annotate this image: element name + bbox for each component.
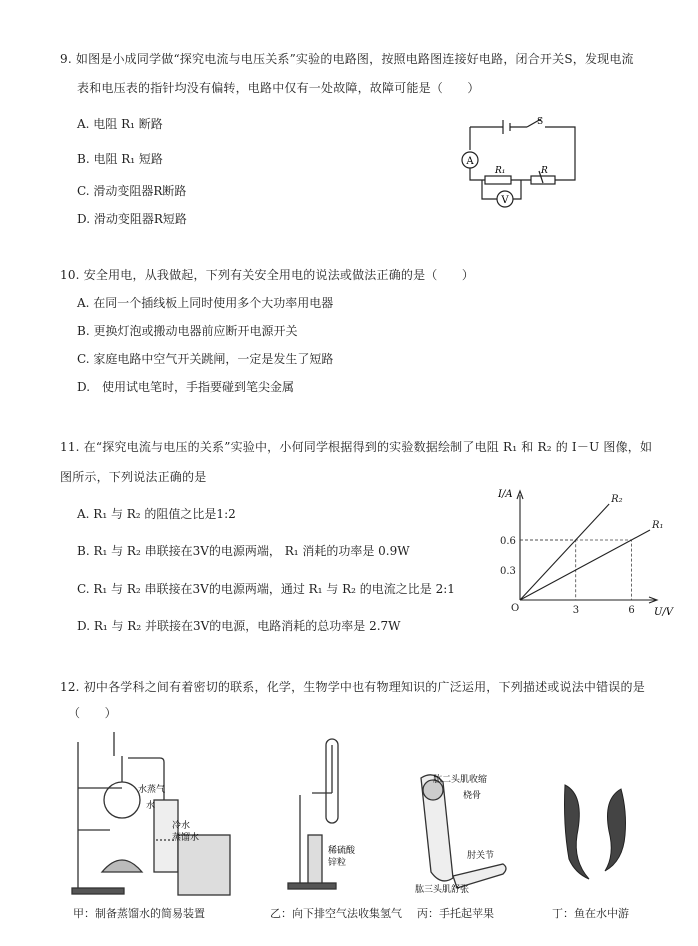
q11-option-c: C. R₁ 与 R₂ 串联接在3V的电源两端，通过 R₁ 与 R₂ 的电流之比是 2:1 [77,582,455,596]
q9-option-d: D. 滑动变阻器R短路 [77,212,187,226]
q10-option-c: C. 家庭电路中空气开关跳闸，一定是发生了短路 [77,352,334,366]
fish-left [565,785,590,879]
q12-paren: （ ） [68,706,117,720]
arm-figure [413,768,523,898]
series-label-1: R₂ [611,494,623,505]
caption-bing: 丙：手托起苹果 [417,907,494,920]
q10-option-b: B. 更换灯泡或搬动电器前应断开电源开关 [77,324,298,338]
reaction-tube [308,835,322,885]
label-triceps: 肱三头肌舒张 [415,885,470,895]
caption-yi: 乙：向下排空气法收集氢气 [270,907,402,920]
r-label: R [541,166,548,176]
label-distilled: 蒸馏水 [172,833,200,843]
caption-ding: 丁：鱼在水中游 [552,907,629,920]
y-axis-label: I/A [498,489,513,500]
label-acid: 稀硫酸 [328,846,356,856]
q11-option-d: D. R₁ 与 R₂ 并联接在3V的电源，电路消耗的总功率是 2.7W [77,619,401,633]
q10-stem: 10. 安全用电，从我做起，下列有关安全用电的说法或做法正确的是（ ） [60,268,475,282]
ammeter-label: A [466,156,474,167]
q11-stem-line2: 图所示，下列说法正确的是 [60,470,207,484]
lamp [102,860,142,872]
origin-label: O [511,603,520,614]
q9-option-c: C. 滑动变阻器R断路 [77,184,187,198]
caption-jia: 甲：制备蒸馏水的简易装置 [73,907,205,920]
label-elbow: 肘关节 [467,851,495,861]
fish-right [605,789,626,871]
q10-option-d: D. 使用试电笔时，手指要碰到笔尖金属 [77,380,295,394]
q11-option-b: B. R₁ 与 R₂ 串联接在3V的电源两端， R₁ 消耗的功率是 0.9W [77,544,410,558]
q9-stem-line2: 表和电压表的指针均没有偏转，电路中仅有一处故障，故障可能是（ ） [77,81,480,95]
label-cold-water: 冷水 [172,821,191,831]
series-label-2: R₁ [652,520,664,531]
stand-base [72,888,124,894]
switch-label: S [537,117,544,127]
label-steam: 水蒸气 [138,785,166,795]
series-line-2 [520,530,650,600]
wood-block [178,835,230,895]
label-zinc: 锌粒 [328,858,347,868]
fish-figure [545,775,645,895]
x-tick-label-1: 3 [572,605,580,616]
q9-option-b: B. 电阻 R₁ 短路 [77,152,163,166]
label-biceps: 肱二头肌收缩 [433,775,488,785]
q11-option-a: A. R₁ 与 R₂ 的阻值之比是1:2 [77,507,236,521]
voltmeter-label: V [501,195,509,206]
q9-option-a: A. 电阻 R₁ 断路 [77,117,163,131]
label-radius: 桡骨 [463,791,482,801]
q10-option-a: A. 在同一个插线板上同时使用多个大功率用电器 [77,296,334,310]
r1-label: R₁ [495,166,506,176]
x-tick-label-2: 6 [628,605,635,616]
distillation-figure [62,730,232,902]
series-line-1 [520,504,609,600]
q9-stem-line1: 9. 如图是小成同学做“探究电流与电压关系”实验的电路图，按照电路图连接好电路，闭合开关S，发现电流 [60,52,634,66]
iu-chart [492,485,682,620]
q11-stem-line1: 11. 在“探究电流与电压的关系”实验中，小何同学根据得到的实验数据绘制了电阻 R₁ 和 R₂ 的 I－U 图像，如 [60,440,653,454]
y-tick-label-1: 0.6 [500,536,516,547]
label-water: 水 [146,801,156,811]
q9-circuit-diagram [455,115,585,215]
q12-stem: 12. 初中各学科之间有着密切的联系，化学，生物学中也有物理知识的广泛运用，下列描述或说法中错误的是 [60,680,645,694]
y-tick-label-2: 0.3 [500,566,516,577]
x-axis-label: U/V [654,607,674,618]
hydrogen-collection-figure [282,735,392,895]
